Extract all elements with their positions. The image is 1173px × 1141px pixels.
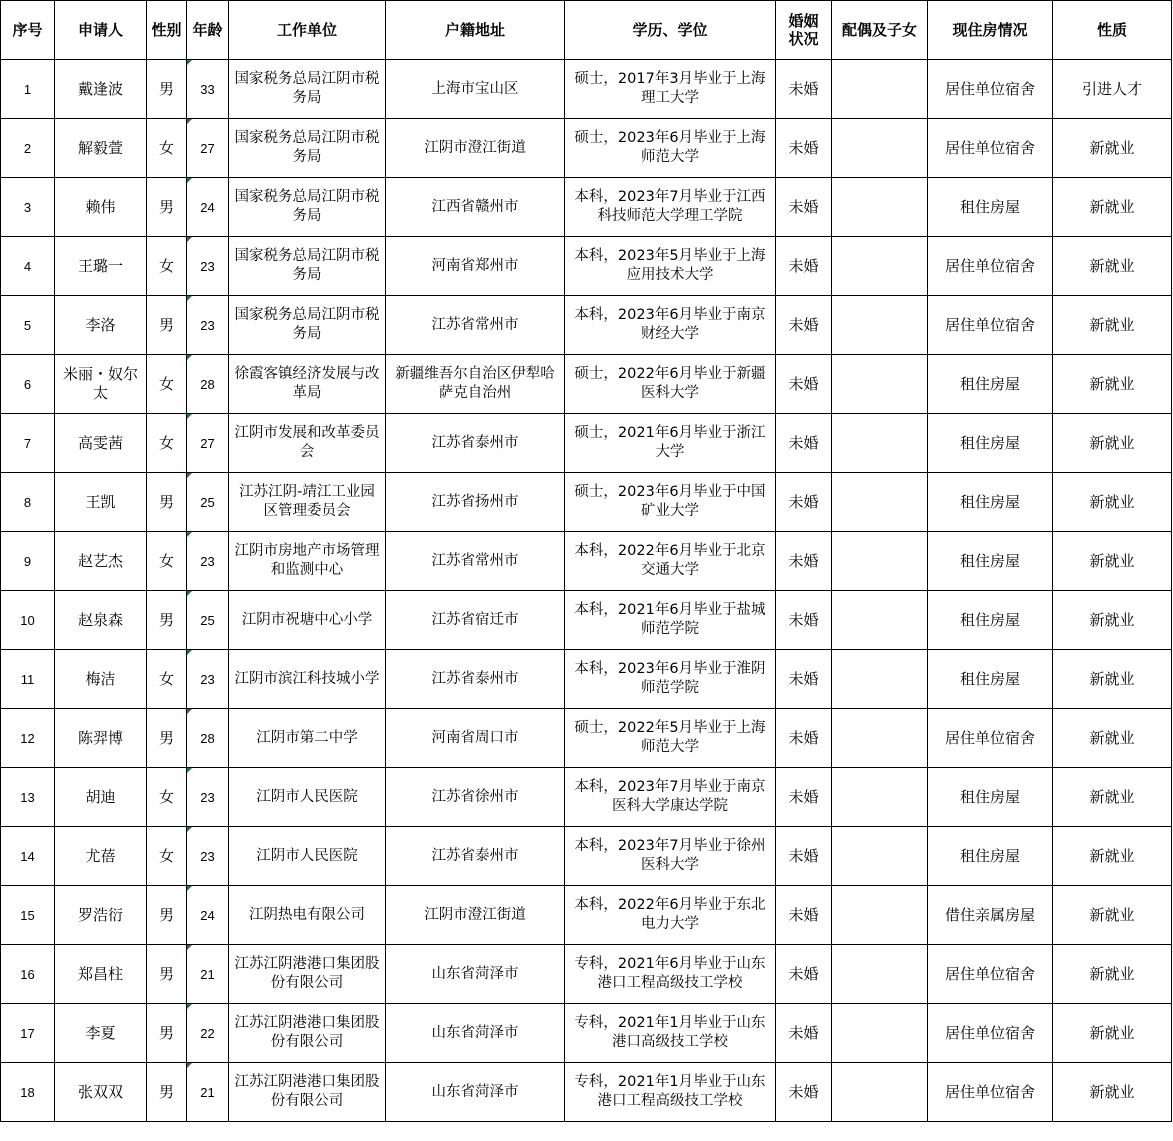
row-number-cell: 15 — [1, 886, 55, 945]
applicant-name-cell: 陈羿博 — [55, 709, 147, 768]
hukou-address-cell: 江西省赣州市 — [386, 178, 565, 237]
education-cell: 本科，2023年6月毕业于淮阴师范学院 — [565, 650, 776, 709]
gender-cell: 男 — [147, 886, 187, 945]
hukou-address-cell: 江阴市澄江街道 — [386, 886, 565, 945]
table-row — [1, 945, 1172, 1004]
housing-status-cell: 租住房屋 — [928, 355, 1053, 414]
spouse-children-cell — [832, 650, 928, 709]
marital-status-cell: 未婚 — [776, 709, 832, 768]
education-cell: 硕士，2022年6月毕业于新疆医科大学 — [565, 355, 776, 414]
education-cell: 本科，2022年6月毕业于东北电力大学 — [565, 886, 776, 945]
gender-cell: 女 — [147, 532, 187, 591]
marital-status-cell: 未婚 — [776, 60, 832, 119]
row-number-cell: 7 — [1, 414, 55, 473]
education-cell: 本科，2023年7月毕业于徐州医科大学 — [565, 827, 776, 886]
hukou-address-cell: 山东省菏泽市 — [386, 945, 565, 1004]
applicant-name-cell: 戴逢波 — [55, 60, 147, 119]
employer-cell: 江阴市发展和改革委员会 — [229, 414, 386, 473]
marital-status-cell: 未婚 — [776, 296, 832, 355]
employer-cell: 江阴市房地产市场管理和监测中心 — [229, 532, 386, 591]
marital-status-cell: 未婚 — [776, 532, 832, 591]
gender-cell: 男 — [147, 296, 187, 355]
employer-cell: 江苏江阴港港口集团股份有限公司 — [229, 1063, 386, 1122]
applicant-name-cell: 李洛 — [55, 296, 147, 355]
table-row — [1, 60, 1172, 119]
applicant-name-cell: 王凯 — [55, 473, 147, 532]
age-cell: 27 — [187, 414, 229, 473]
category-cell: 新就业 — [1053, 414, 1172, 473]
education-cell: 硕士，2022年5月毕业于上海师范大学 — [565, 709, 776, 768]
housing-status-cell: 租住房屋 — [928, 591, 1053, 650]
age-cell: 25 — [187, 591, 229, 650]
hukou-address-cell: 江苏省泰州市 — [386, 414, 565, 473]
category-cell: 新就业 — [1053, 296, 1172, 355]
spouse-children-cell — [832, 827, 928, 886]
header-cell: 婚姻状况 — [776, 1, 832, 60]
spouse-children-cell — [832, 237, 928, 296]
education-cell: 硕士，2023年6月毕业于上海师范大学 — [565, 119, 776, 178]
education-cell: 硕士，2021年6月毕业于浙江大学 — [565, 414, 776, 473]
employer-cell: 国家税务总局江阴市税务局 — [229, 178, 386, 237]
marital-status-cell: 未婚 — [776, 591, 832, 650]
marital-status-cell: 未婚 — [776, 945, 832, 1004]
employer-cell: 国家税务总局江阴市税务局 — [229, 60, 386, 119]
row-number-cell: 4 — [1, 237, 55, 296]
hukou-address-cell: 新疆维吾尔自治区伊犁哈萨克自治州 — [386, 355, 565, 414]
gender-cell: 女 — [147, 768, 187, 827]
spouse-children-cell — [832, 709, 928, 768]
hukou-address-cell: 江苏省扬州市 — [386, 473, 565, 532]
housing-status-cell: 租住房屋 — [928, 414, 1053, 473]
hukou-address-cell: 江苏省常州市 — [386, 296, 565, 355]
header-cell: 性别 — [147, 1, 187, 60]
employer-cell: 江苏江阴港港口集团股份有限公司 — [229, 945, 386, 1004]
age-cell: 28 — [187, 709, 229, 768]
applicant-name-cell: 高雯茜 — [55, 414, 147, 473]
marital-status-cell: 未婚 — [776, 178, 832, 237]
marital-status-cell: 未婚 — [776, 1063, 832, 1122]
table-row — [1, 355, 1172, 414]
marital-status-cell: 未婚 — [776, 1004, 832, 1063]
housing-status-cell: 借住亲属房屋 — [928, 886, 1053, 945]
category-cell: 新就业 — [1053, 709, 1172, 768]
employer-cell: 江阴市人民医院 — [229, 827, 386, 886]
age-cell: 23 — [187, 532, 229, 591]
housing-status-cell: 居住单位宿舍 — [928, 1063, 1053, 1122]
gender-cell: 女 — [147, 237, 187, 296]
spouse-children-cell — [832, 886, 928, 945]
hukou-address-cell: 江苏省宿迁市 — [386, 591, 565, 650]
education-cell: 本科，2023年7月毕业于南京医科大学康达学院 — [565, 768, 776, 827]
hukou-address-cell: 江阴市澄江街道 — [386, 119, 565, 178]
table-row — [1, 886, 1172, 945]
age-cell: 23 — [187, 768, 229, 827]
housing-status-cell: 居住单位宿舍 — [928, 296, 1053, 355]
row-number-cell: 5 — [1, 296, 55, 355]
header-cell: 申请人 — [55, 1, 147, 60]
employer-cell: 徐霞客镇经济发展与改革局 — [229, 355, 386, 414]
row-number-cell: 17 — [1, 1004, 55, 1063]
row-number-cell: 8 — [1, 473, 55, 532]
housing-status-cell: 居住单位宿舍 — [928, 119, 1053, 178]
applicant-name-cell: 梅洁 — [55, 650, 147, 709]
hukou-address-cell: 上海市宝山区 — [386, 60, 565, 119]
marital-status-cell: 未婚 — [776, 768, 832, 827]
marital-status-cell: 未婚 — [776, 355, 832, 414]
employer-cell: 国家税务总局江阴市税务局 — [229, 119, 386, 178]
row-number-cell: 1 — [1, 60, 55, 119]
hukou-address-cell: 山东省菏泽市 — [386, 1063, 565, 1122]
spouse-children-cell — [832, 473, 928, 532]
category-cell: 新就业 — [1053, 532, 1172, 591]
gender-cell: 男 — [147, 178, 187, 237]
table-row — [1, 296, 1172, 355]
spouse-children-cell — [832, 296, 928, 355]
row-number-cell: 12 — [1, 709, 55, 768]
housing-status-cell: 租住房屋 — [928, 473, 1053, 532]
gender-cell: 女 — [147, 119, 187, 178]
applicant-name-cell: 赖伟 — [55, 178, 147, 237]
marital-status-cell: 未婚 — [776, 473, 832, 532]
category-cell: 新就业 — [1053, 886, 1172, 945]
education-cell: 专科，2021年1月毕业于山东港口高级技工学校 — [565, 1004, 776, 1063]
gender-cell: 男 — [147, 1063, 187, 1122]
spouse-children-cell — [832, 591, 928, 650]
gender-cell: 男 — [147, 473, 187, 532]
header-cell: 现住房情况 — [928, 1, 1053, 60]
age-cell: 23 — [187, 237, 229, 296]
header-cell: 序号 — [1, 1, 55, 60]
age-cell: 22 — [187, 1004, 229, 1063]
spouse-children-cell — [832, 945, 928, 1004]
age-cell: 23 — [187, 827, 229, 886]
table-row — [1, 1004, 1172, 1063]
header-cell: 工作单位 — [229, 1, 386, 60]
applicant-name-cell: 胡迪 — [55, 768, 147, 827]
row-number-cell: 11 — [1, 650, 55, 709]
housing-status-cell: 居住单位宿舍 — [928, 1004, 1053, 1063]
table-row — [1, 1063, 1172, 1122]
header-cell: 年龄 — [187, 1, 229, 60]
employer-cell: 江苏江阴港港口集团股份有限公司 — [229, 1004, 386, 1063]
table-row — [1, 532, 1172, 591]
row-number-cell: 16 — [1, 945, 55, 1004]
employer-cell: 江阴市滨江科技城小学 — [229, 650, 386, 709]
category-cell: 新就业 — [1053, 945, 1172, 1004]
age-cell: 24 — [187, 886, 229, 945]
housing-status-cell: 租住房屋 — [928, 178, 1053, 237]
education-cell: 本科，2021年6月毕业于盐城师范学院 — [565, 591, 776, 650]
education-cell: 本科，2023年5月毕业于上海应用技术大学 — [565, 237, 776, 296]
age-cell: 21 — [187, 1063, 229, 1122]
spouse-children-cell — [832, 414, 928, 473]
spouse-children-cell — [832, 119, 928, 178]
header-cell: 学历、学位 — [565, 1, 776, 60]
age-cell: 21 — [187, 945, 229, 1004]
applicant-name-cell: 解毅萱 — [55, 119, 147, 178]
category-cell: 新就业 — [1053, 768, 1172, 827]
housing-status-cell: 租住房屋 — [928, 827, 1053, 886]
table-row — [1, 237, 1172, 296]
category-cell: 新就业 — [1053, 473, 1172, 532]
category-cell: 新就业 — [1053, 1063, 1172, 1122]
age-cell: 27 — [187, 119, 229, 178]
category-cell: 新就业 — [1053, 650, 1172, 709]
gender-cell: 男 — [147, 1004, 187, 1063]
marital-status-cell: 未婚 — [776, 827, 832, 886]
row-number-cell: 14 — [1, 827, 55, 886]
header-cell: 户籍地址 — [386, 1, 565, 60]
spouse-children-cell — [832, 1004, 928, 1063]
age-cell: 33 — [187, 60, 229, 119]
header-cell: 配偶及子女 — [832, 1, 928, 60]
spouse-children-cell — [832, 532, 928, 591]
gender-cell: 女 — [147, 650, 187, 709]
employer-cell: 江苏江阴-靖江工业园区管理委员会 — [229, 473, 386, 532]
marital-status-cell: 未婚 — [776, 237, 832, 296]
employer-cell: 国家税务总局江阴市税务局 — [229, 237, 386, 296]
marital-status-cell: 未婚 — [776, 414, 832, 473]
spouse-children-cell — [832, 1063, 928, 1122]
row-number-cell: 13 — [1, 768, 55, 827]
table-row — [1, 178, 1172, 237]
hukou-address-cell: 江苏省徐州市 — [386, 768, 565, 827]
education-cell: 本科，2023年6月毕业于南京财经大学 — [565, 296, 776, 355]
table-row — [1, 473, 1172, 532]
table-row — [1, 650, 1172, 709]
hukou-address-cell: 河南省周口市 — [386, 709, 565, 768]
gender-cell: 男 — [147, 709, 187, 768]
applicant-name-cell: 李夏 — [55, 1004, 147, 1063]
spouse-children-cell — [832, 355, 928, 414]
spouse-children-cell — [832, 768, 928, 827]
education-cell: 硕士，2023年6月毕业于中国矿业大学 — [565, 473, 776, 532]
category-cell: 新就业 — [1053, 237, 1172, 296]
category-cell: 新就业 — [1053, 355, 1172, 414]
age-cell: 28 — [187, 355, 229, 414]
employer-cell: 江阴市祝塘中心小学 — [229, 591, 386, 650]
housing-status-cell: 租住房屋 — [928, 768, 1053, 827]
table-row — [1, 119, 1172, 178]
applicant-name-cell: 尤蓓 — [55, 827, 147, 886]
education-cell: 硕士，2017年3月毕业于上海理工大学 — [565, 60, 776, 119]
gender-cell: 男 — [147, 945, 187, 1004]
hukou-address-cell: 河南省郑州市 — [386, 237, 565, 296]
education-cell: 专科，2021年1月毕业于山东港口工程高级技工学校 — [565, 1063, 776, 1122]
category-cell: 新就业 — [1053, 1004, 1172, 1063]
education-cell: 专科，2021年6月毕业于山东港口工程高级技工学校 — [565, 945, 776, 1004]
applicant-name-cell: 王璐一 — [55, 237, 147, 296]
gender-cell: 女 — [147, 827, 187, 886]
table-body — [1, 60, 1172, 1122]
category-cell: 新就业 — [1053, 119, 1172, 178]
row-number-cell: 9 — [1, 532, 55, 591]
housing-status-cell: 租住房屋 — [928, 532, 1053, 591]
age-cell: 23 — [187, 296, 229, 355]
employer-cell: 国家税务总局江阴市税务局 — [229, 296, 386, 355]
category-cell: 新就业 — [1053, 178, 1172, 237]
table-row — [1, 709, 1172, 768]
hukou-address-cell: 江苏省泰州市 — [386, 827, 565, 886]
category-cell: 新就业 — [1053, 591, 1172, 650]
table-row — [1, 591, 1172, 650]
spouse-children-cell — [832, 60, 928, 119]
category-cell: 引进人才 — [1053, 60, 1172, 119]
row-number-cell: 3 — [1, 178, 55, 237]
gender-cell: 男 — [147, 60, 187, 119]
table-row — [1, 768, 1172, 827]
gender-cell: 男 — [147, 591, 187, 650]
applicant-name-cell: 米丽・奴尔太 — [55, 355, 147, 414]
housing-status-cell: 居住单位宿舍 — [928, 945, 1053, 1004]
education-cell: 本科，2022年6月毕业于北京交通大学 — [565, 532, 776, 591]
applicant-name-cell: 张双双 — [55, 1063, 147, 1122]
employer-cell: 江阴热电有限公司 — [229, 886, 386, 945]
row-number-cell: 2 — [1, 119, 55, 178]
applicant-name-cell: 赵泉森 — [55, 591, 147, 650]
table-row — [1, 827, 1172, 886]
age-cell: 24 — [187, 178, 229, 237]
header-row — [1, 1, 1172, 60]
marital-status-cell: 未婚 — [776, 119, 832, 178]
gender-cell: 女 — [147, 355, 187, 414]
age-cell: 23 — [187, 650, 229, 709]
housing-status-cell: 居住单位宿舍 — [928, 709, 1053, 768]
gender-cell: 女 — [147, 414, 187, 473]
table-row — [1, 414, 1172, 473]
housing-status-cell: 居住单位宿舍 — [928, 60, 1053, 119]
housing-status-cell: 居住单位宿舍 — [928, 237, 1053, 296]
marital-status-cell: 未婚 — [776, 650, 832, 709]
applicant-name-cell: 郑昌柱 — [55, 945, 147, 1004]
header-cell: 性质 — [1053, 1, 1172, 60]
marital-status-cell: 未婚 — [776, 886, 832, 945]
row-number-cell: 10 — [1, 591, 55, 650]
applicant-name-cell: 赵艺杰 — [55, 532, 147, 591]
spouse-children-cell — [832, 178, 928, 237]
education-cell: 本科，2023年7月毕业于江西科技师范大学理工学院 — [565, 178, 776, 237]
housing-status-cell: 租住房屋 — [928, 650, 1053, 709]
row-number-cell: 18 — [1, 1063, 55, 1122]
category-cell: 新就业 — [1053, 827, 1172, 886]
employer-cell: 江阴市第二中学 — [229, 709, 386, 768]
age-cell: 25 — [187, 473, 229, 532]
row-number-cell: 6 — [1, 355, 55, 414]
employer-cell: 江阴市人民医院 — [229, 768, 386, 827]
hukou-address-cell: 江苏省常州市 — [386, 532, 565, 591]
hukou-address-cell: 江苏省泰州市 — [386, 650, 565, 709]
hukou-address-cell: 山东省菏泽市 — [386, 1004, 565, 1063]
applicant-name-cell: 罗浩衍 — [55, 886, 147, 945]
